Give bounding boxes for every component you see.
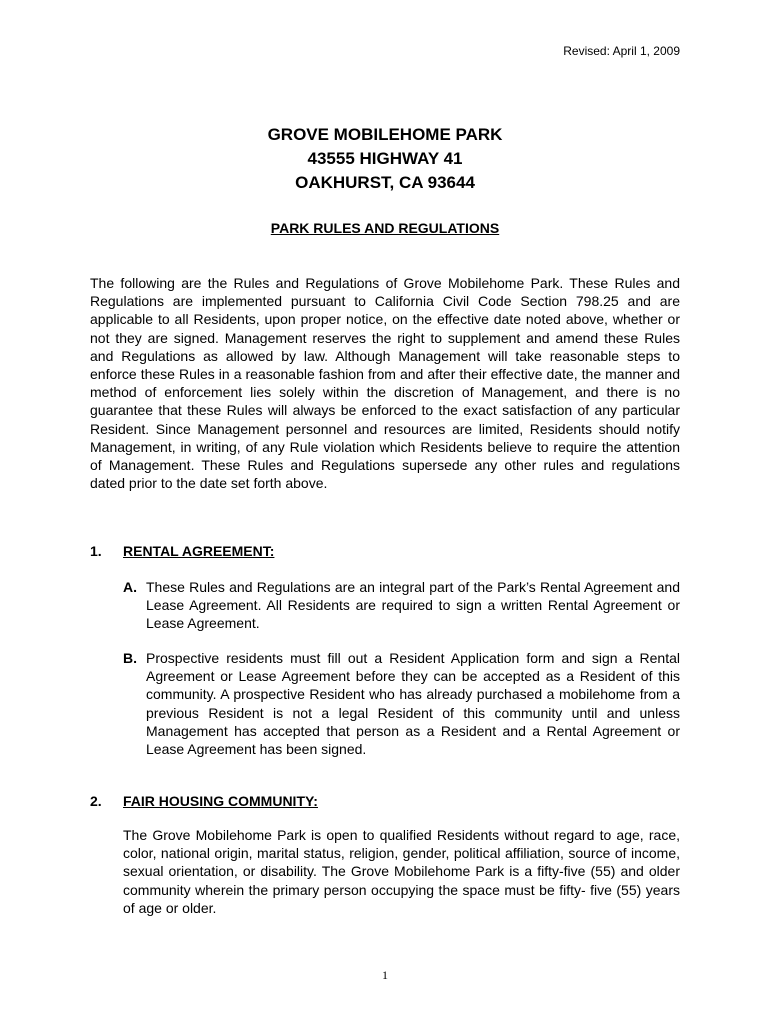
document-header <box>0 123 770 195</box>
park-city: OAKHURST, CA 93644 <box>295 173 475 192</box>
section-1-item-a <box>123 578 680 633</box>
item-a-text: These Rules and Regulations are an integral part of the Park’s Rental Agreement and Lease Agreement. All Residents are required to sign a written Rental Agreement or Lease Agreement. <box>146 579 680 632</box>
revised-date: Revised: April 1, 2009 <box>563 44 680 58</box>
section-1-title: RENTAL AGREEMENT: <box>123 543 275 559</box>
section-2-title: FAIR HOUSING COMMUNITY: <box>123 793 318 809</box>
item-a-label: A. <box>123 579 137 595</box>
park-name: GROVE MOBILEHOME PARK <box>267 125 503 144</box>
park-address: 43555 HIGHWAY 41 <box>307 149 463 168</box>
item-b-label: B. <box>123 650 137 666</box>
document-subtitle: PARK RULES AND REGULATIONS <box>270 220 500 236</box>
item-b-text: Prospective residents must fill out a Resident Application form and sign a Rental Agreement or Lease Agreement before they can be accepted as a Resident of this community. A prospective Resident who has already purchased a mobilehome from a previous Resident is not a legal Resident of this community until and unless Management has accepted that person as a Resident and a Rental Agreement or Lease Agreement has been signed. <box>146 650 680 758</box>
page-number: 1 <box>382 968 388 982</box>
intro-paragraph: The following are the Rules and Regulations of Grove Mobilehome Park. These Rules and Regulations are implemented pursuant to California Civil Code Section 798.25 and are applicable to all Residents, upon proper notice, on the effective date noted above, whether or not they are signed. Management reserves the right to supplement and amend these Rules and Regulations as allowed by law. Although Management will take reasonable steps to enforce these Rules in a reasonable fashion from and after their effective date, the manner and method of enforcement lies solely within the discretion of Management, and there is no guarantee that these Rules will always be enforced to the exact satisfaction of any particular Resident. Since Management personnel and resources are limited, Residents should notify Management, in writing, of any Rule violation which Residents believe to require the attention of Management. These Rules and Regulations supersede any other rules and regulations dated prior to the date set forth above. <box>90 275 680 492</box>
section-2-number: 2. <box>90 793 102 809</box>
section-2-text: The Grove Mobilehome Park is open to qualified Residents without regard to age, race, color, national origin, marital status, religion, gender, political affiliation, source of income, sexual orientation, or disability. The Grove Mobilehome Park is a fifty-five (55) and older community wherein the primary person occupying the space must be fifty- five (55) years of age or older. <box>123 827 680 916</box>
section-1-number: 1. <box>90 543 102 559</box>
section-1-item-b <box>123 649 680 758</box>
